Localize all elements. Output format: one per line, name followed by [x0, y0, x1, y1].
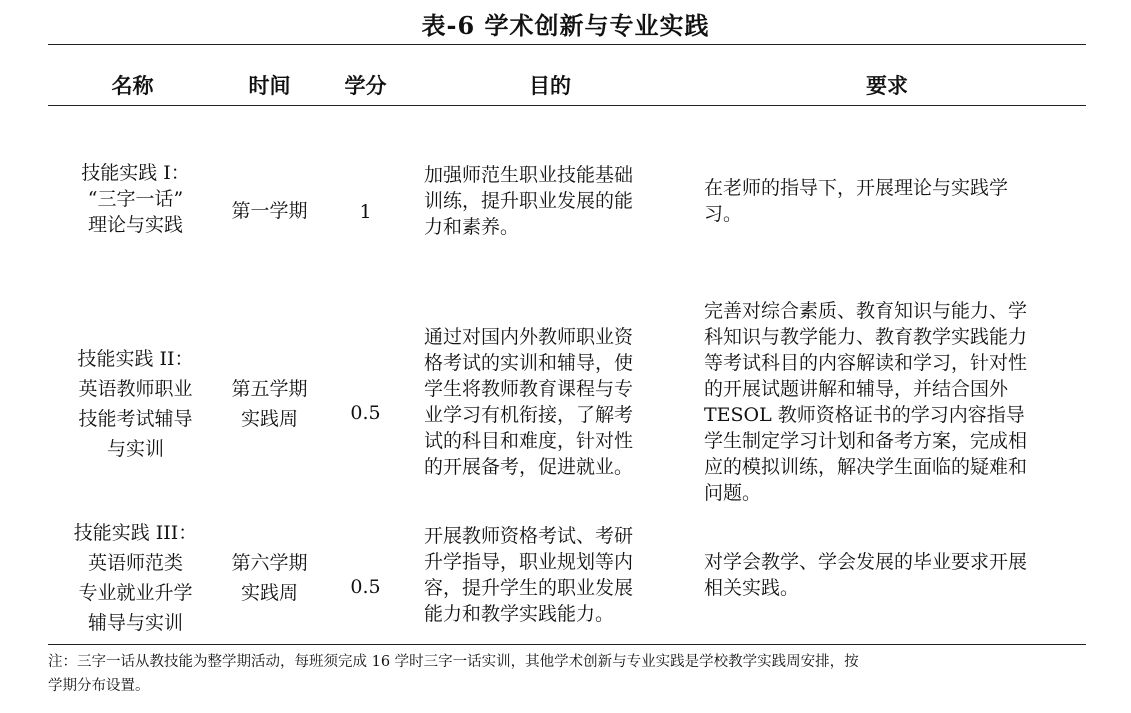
- top-rule: [48, 44, 1086, 45]
- row3-requirement: 对学会教学、学会发展的毕业要求开展 相关实践。: [704, 551, 1028, 599]
- note-line-2: 学期分布设置。: [48, 678, 150, 694]
- header-rule: [48, 105, 1086, 106]
- header-name: 名称: [111, 73, 154, 98]
- row2-time: 第五学期 实践周: [231, 378, 308, 430]
- table-note: [48, 650, 1093, 698]
- row1-name: 技能实践 I： “三字一话” 理论与实践: [81, 162, 190, 236]
- row1-requirement: 在老师的指导下，开展理论与实践学 习。: [704, 177, 1009, 225]
- header-credit: 学分: [344, 73, 387, 98]
- header-time: 时间: [248, 73, 291, 98]
- row1-time: 第一学期: [231, 200, 308, 222]
- row3-name: 技能实践 III： 英语师范类 专业就业升学 辅导与实训: [73, 522, 198, 634]
- row2-requirement: 完善对综合素质、教育知识与能力、学 科知识与教学能力、教育教学实践能力 等考试科目的内容解读和学习，针对性 的开展试题讲解和辅导，并结合国外 TESOL 教师资格证书的学习内容指导 学生制定学习计划和备考方案，完成相 应的模拟训练，解决学生面临的疑难和 问题。: [704, 300, 1028, 504]
- bottom-rule: [48, 644, 1086, 645]
- row3-goal: 开展教师资格考试、考研 升学指导，职业规划等内 容，提升学生的职业发展 能力和教学实践能力。: [424, 525, 634, 625]
- note-line-1: 注：三字一话从教技能为整学期活动，每班须完成 16 学时三字一话实训，其他学术创新与专业实践是学校教学实践周安排，按: [48, 654, 859, 670]
- row3-time: 第六学期 实践周: [231, 552, 308, 604]
- row2-name: 技能实践 II： 英语教师职业 技能考试辅导 与实训: [77, 348, 194, 460]
- row1-goal: 加强师范生职业技能基础 训练，提升职业发展的能 力和素养。: [424, 164, 634, 238]
- row2-goal: 通过对国内外教师职业资 格考试的实训和辅导，使 学生将教师教育课程与专 业学习有机衔接，了解考 试的科目和难度，针对性 的开展备考，促进就业。: [424, 326, 634, 478]
- row1-credit: 1: [359, 201, 372, 223]
- header-goal: 目的: [529, 73, 571, 98]
- header-requirement: 要求: [866, 73, 908, 98]
- table-title: 表-6 学术创新与专业实践: [421, 11, 710, 40]
- row2-credit: 0.5: [350, 402, 381, 424]
- row3-credit: 0.5: [350, 576, 381, 598]
